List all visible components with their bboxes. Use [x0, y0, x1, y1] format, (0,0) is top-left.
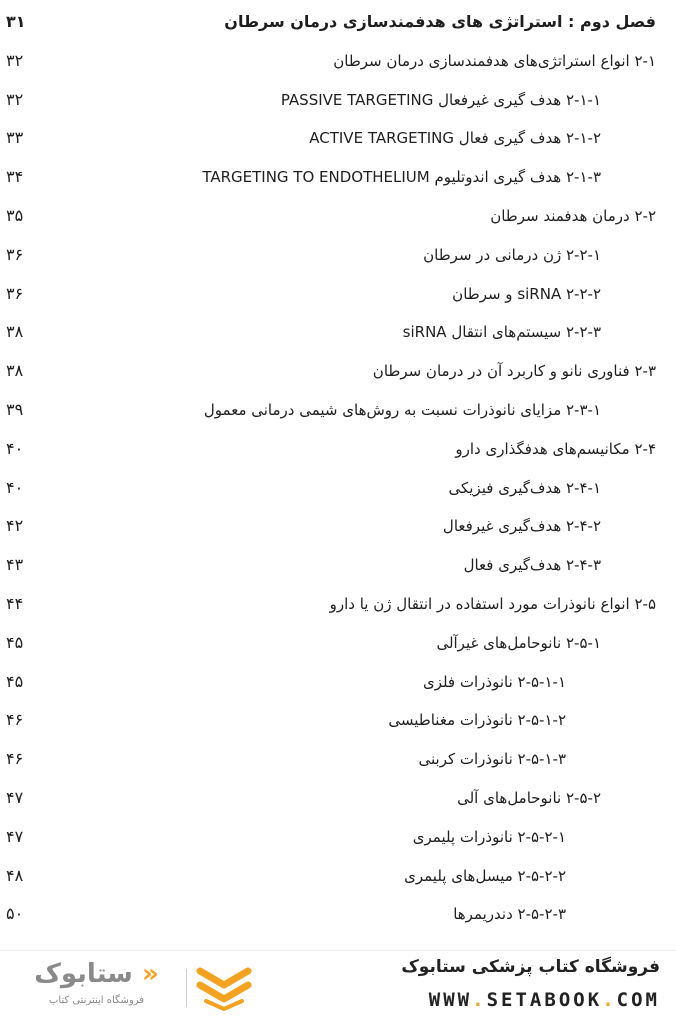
toc-entry-title: ۲-۲-۲ siRNA و سرطان: [452, 284, 601, 303]
toc-entry[interactable]: [0, 663, 676, 701]
toc-entry-page-number: ۴۸: [6, 865, 24, 885]
brand-name: [14, 959, 179, 989]
toc-entry-title: ۲-۱-۲ هدف گیری فعال ACTIVE TARGETING: [309, 129, 601, 148]
toc-entry-page-number: ۳۲: [6, 89, 24, 109]
toc-entry-title: ۲-۲ درمان هدفمند سرطان: [490, 207, 656, 225]
toc-entry[interactable]: [0, 546, 676, 584]
toc-entry-page-number: ۴۶: [6, 749, 24, 769]
toc-entry-page-number: ۴۶: [6, 710, 24, 730]
toc-entry-title: ۲-۱ انواع استراتژی‌های هدفمندسازی درمان سرطان: [333, 51, 656, 70]
toc-entry[interactable]: [0, 275, 676, 313]
toc-entry[interactable]: [0, 469, 676, 507]
toc-entry[interactable]: [0, 585, 676, 623]
brand-logo[interactable]: [14, 959, 264, 1017]
toc-entry-page-number: ۴۷: [6, 826, 24, 846]
toc-entry-title: ۲-۵-۲-۲ میسل‌های پلیمری: [404, 866, 566, 885]
toc-entry-page-number: ۴۴: [6, 594, 24, 613]
toc-entry[interactable]: [0, 197, 676, 235]
toc-entry-page-number: ۳۴: [6, 167, 24, 187]
toc-entry-page-number: ۳۶: [6, 244, 24, 264]
toc-entry[interactable]: [0, 81, 676, 119]
toc-entry-page-number: ۳۸: [6, 322, 24, 342]
toc-entry-page-number: ۴۵: [6, 632, 24, 652]
toc-entry[interactable]: [0, 158, 676, 196]
toc-entry-page-number: ۴۲: [6, 516, 24, 536]
toc-entry[interactable]: [0, 119, 676, 157]
toc-entry[interactable]: [0, 857, 676, 895]
toc-entry-title: ۲-۱-۱ هدف گیری غیرفعال PASSIVE TARGETING: [280, 90, 601, 109]
toc-entry[interactable]: [0, 352, 676, 390]
toc-entry-title: ۲-۱-۳ هدف گیری اندوتلیوم TARGETING TO ENDOTHELIUM: [202, 168, 601, 187]
footer-banner: [0, 951, 676, 1024]
toc-entry-page-number: ۴۵: [6, 671, 24, 691]
toc-entry-title: ۲-۵-۱-۳ نانوذرات کربنی: [418, 750, 566, 769]
toc-entry[interactable]: [0, 430, 676, 468]
setabook-chevron-icon: [194, 965, 254, 1011]
toc-entry-page-number: ۳۲: [6, 50, 24, 70]
toc-entry-title: ۲-۵-۲-۳ دندریمرها: [453, 905, 566, 924]
toc-entry-title: ۲-۵ انواع نانوذرات مورد استفاده در انتقال ژن یا دارو: [329, 595, 656, 613]
toc-entry-title: ۲-۲-۱ ژن درمانی در سرطان: [423, 245, 601, 264]
toc-entry-page-number: ۴۳: [6, 555, 24, 575]
toc-entry-title: ۲-۴ مکانیسم‌های هدفگذاری دارو: [455, 439, 656, 458]
toc-entry[interactable]: [0, 701, 676, 739]
toc-entry-page-number: ۴۷: [6, 788, 24, 807]
shop-name: فروشگاه کتاب پزشکی ستابوک: [401, 957, 660, 977]
toc-entry-page-number: ۳۶: [6, 283, 24, 303]
toc-entry-title: ۲-۵-۱-۲ نانوذرات مغناطیسی: [388, 711, 566, 730]
toc-entry-page-number: ۴۰: [6, 438, 24, 458]
toc-entry[interactable]: [0, 779, 676, 817]
toc-entry-page-number: ۳۳: [6, 128, 24, 148]
toc-entry-page-number: ۳۹: [6, 400, 24, 419]
toc-entry-title: ۲-۵-۱-۱ نانوذرات فلزی: [422, 672, 566, 691]
toc-entry[interactable]: [0, 624, 676, 662]
toc-entry[interactable]: [0, 391, 676, 429]
brand-tagline: فروشگاه اینترنتی کتاب: [48, 995, 145, 1006]
toc-entry[interactable]: [0, 818, 676, 856]
toc-entry-page-number: ۴۰: [6, 477, 24, 497]
toc-entry[interactable]: [0, 740, 676, 778]
toc-entry-title: ۲-۴-۳ هدف‌گیری فعال: [463, 556, 601, 575]
toc-entry[interactable]: [0, 895, 676, 933]
toc-entry-title: ۲-۲-۳ سیستم‌های انتقال siRNA: [402, 323, 601, 342]
toc-entry-title: فصل دوم : استراتژی های هدفمندسازی درمان سرطان: [224, 12, 656, 31]
toc-entry-page-number: ۵۰: [6, 904, 24, 924]
toc-entry[interactable]: [0, 3, 676, 41]
toc-entry-page-number: ۳۱: [6, 12, 26, 31]
toc-entry[interactable]: [0, 313, 676, 351]
toc-entry-page-number: ۳۸: [6, 361, 24, 381]
brand-name-text: ستابوک: [34, 959, 133, 989]
toc-entry-title: ۲-۵-۱ نانوحامل‌های غیرآلی: [436, 633, 601, 652]
double-chevron-icon: «: [141, 959, 159, 989]
toc-entry-title: ۲-۴-۱ هدف‌گیری فیزیکی: [448, 478, 601, 497]
toc-entry[interactable]: [0, 236, 676, 274]
toc-entry-title: ۲-۳ فناوری نانو و کاربرد آن در درمان سرطان: [372, 362, 656, 381]
toc-entry-title: ۲-۴-۲ هدف‌گیری غیرفعال: [442, 517, 601, 536]
shop-url[interactable]: WWW.SETABOOK.COM: [428, 989, 660, 1011]
toc-entry-title: ۲-۵-۲ نانوحامل‌های آلی: [457, 789, 601, 807]
toc-entry[interactable]: [0, 507, 676, 545]
brand-divider: [186, 969, 187, 1007]
toc-entry[interactable]: [0, 42, 676, 80]
toc-entry-page-number: ۳۵: [6, 206, 24, 225]
toc-entry-title: ۲-۳-۱ مزایای نانوذرات نسبت به روش‌های شیمی درمانی معمول: [203, 401, 601, 419]
toc-entry-title: ۲-۵-۲-۱ نانوذرات پلیمری: [412, 827, 566, 846]
